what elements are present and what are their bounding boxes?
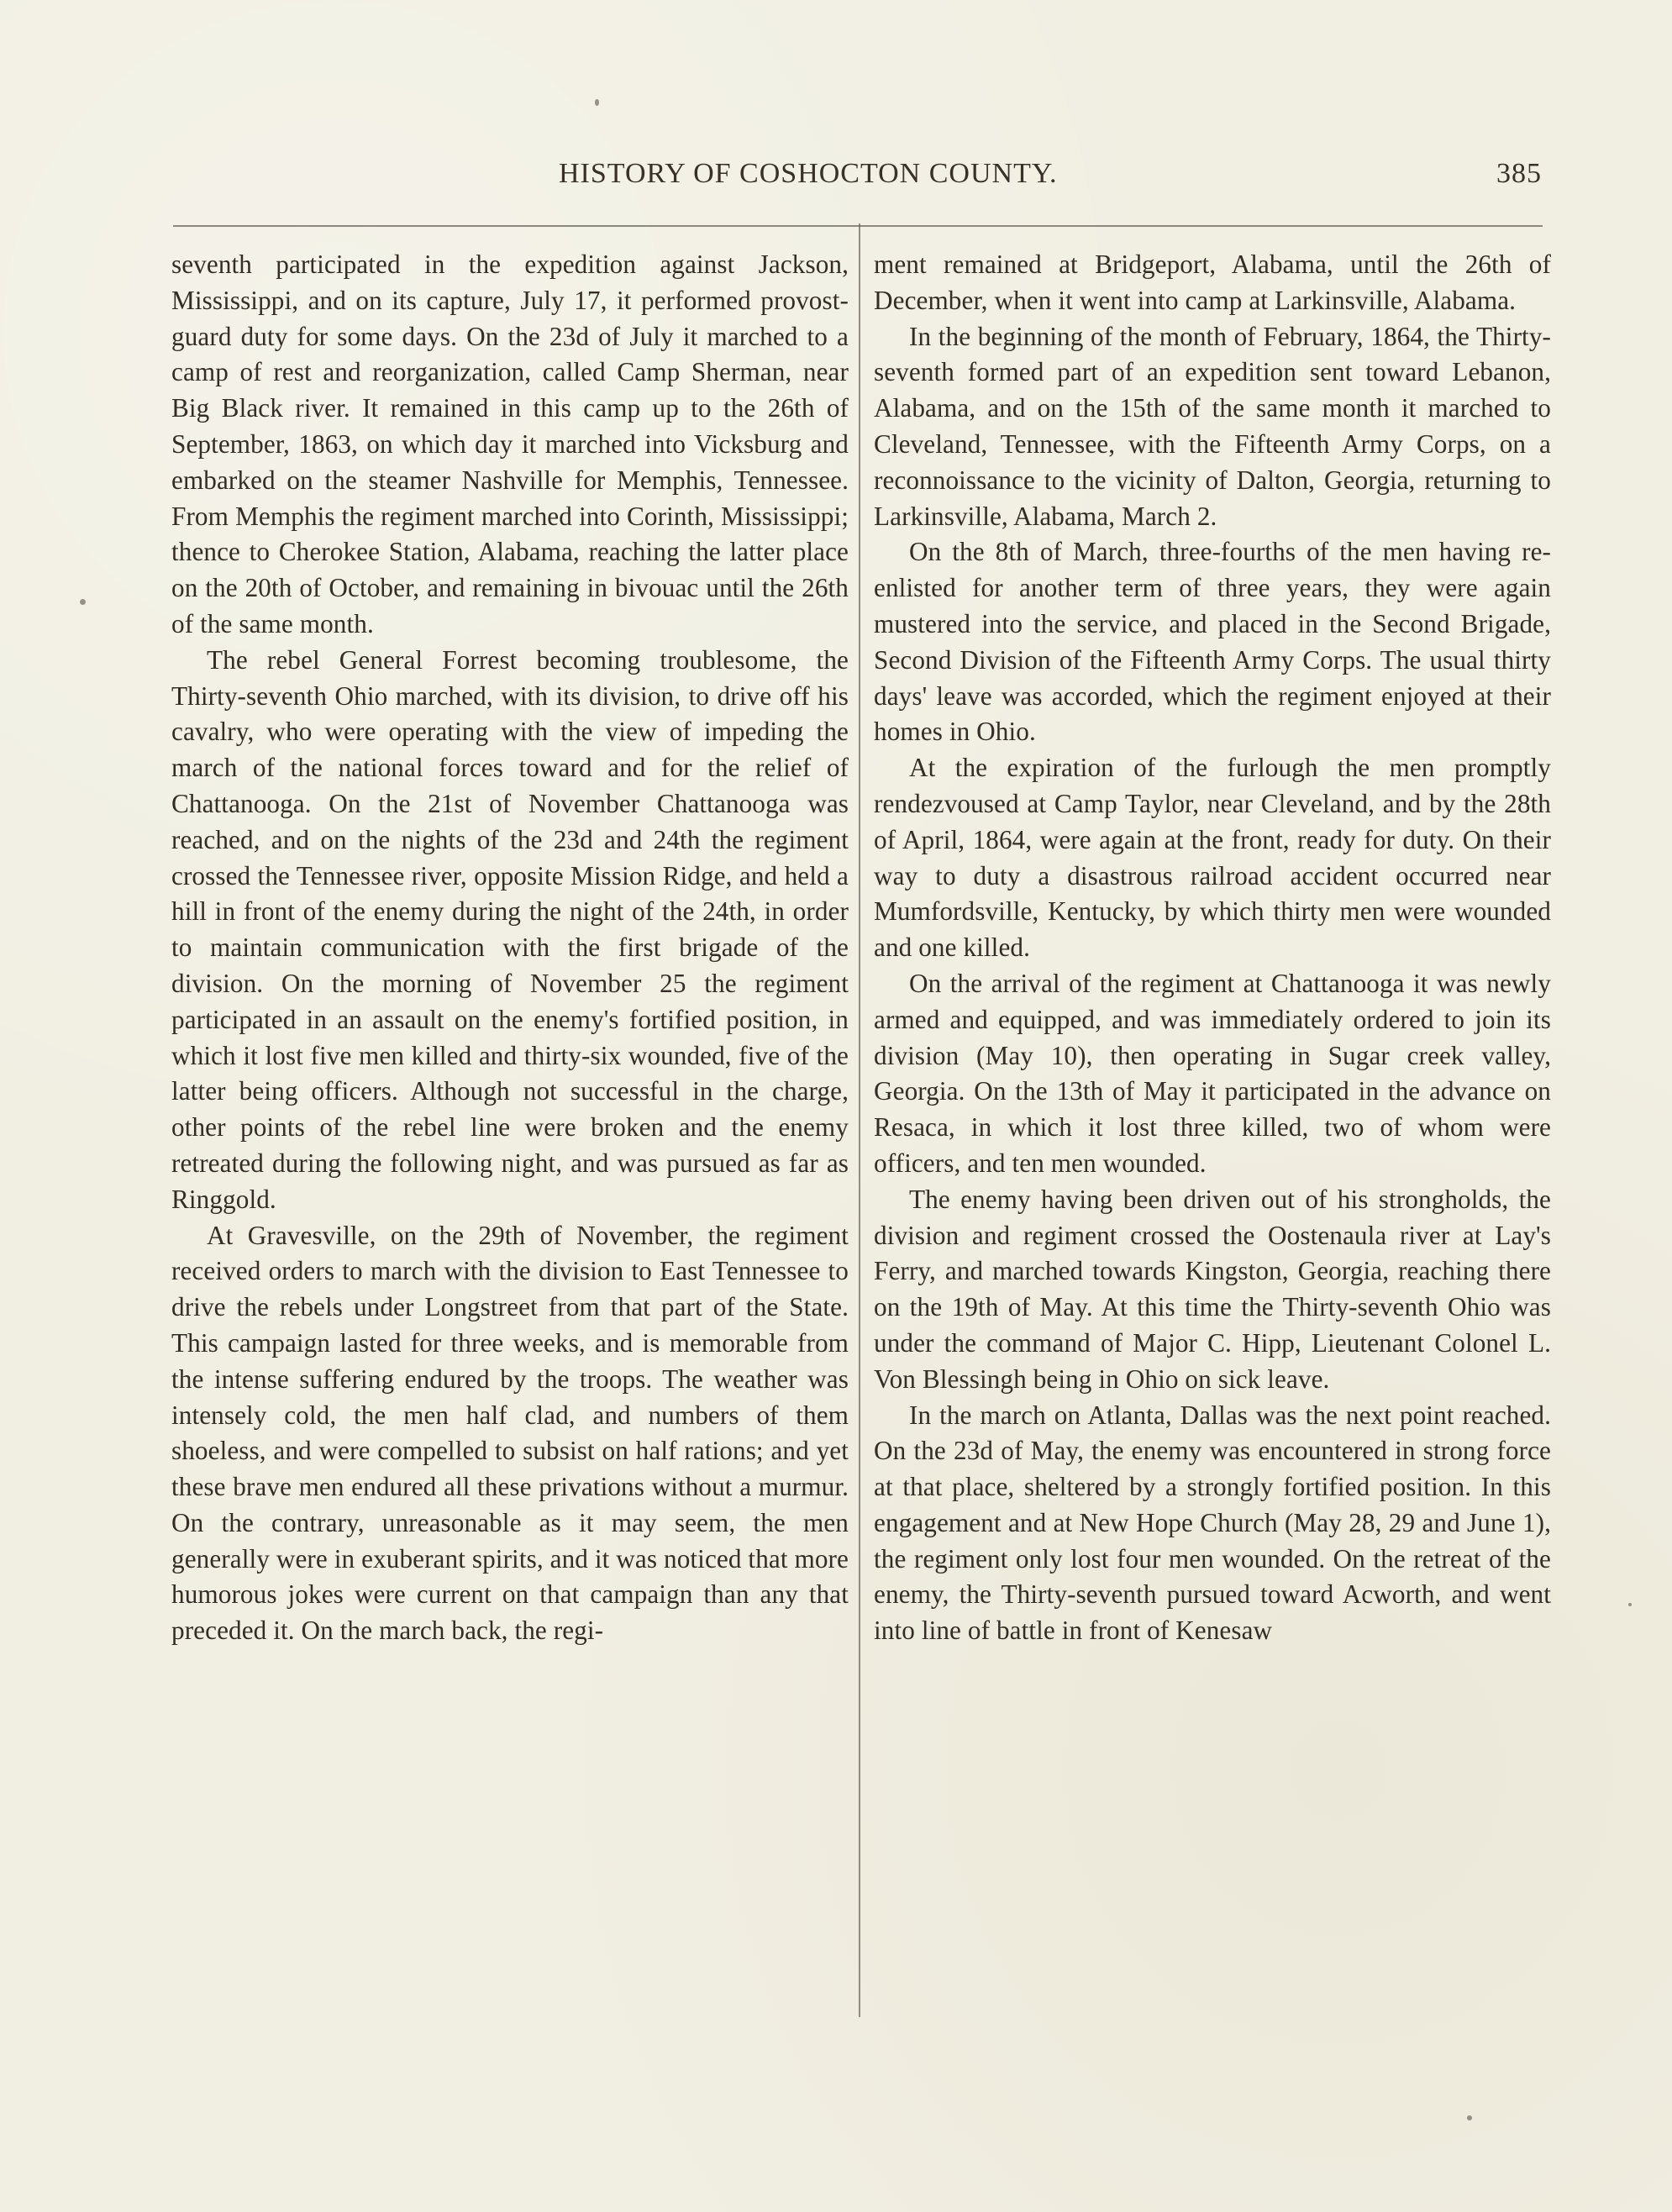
right-paragraph-3: On the 8th of March, three-fourths of the men having re-enlisted for another term of three years, they were again mustered into the service, and placed in the Second Brigade, Second Division of the Fifteenth Army Corps. The usual thirty days' leave was accorded, which the regiment enjoyed at their homes in Ohio. xyxy=(874,537,1551,747)
column-divider xyxy=(859,223,860,2017)
ink-speck-right xyxy=(1628,1603,1632,1606)
page-number: 385 xyxy=(1496,158,1542,189)
left-paragraph-3: At Gravesville, on the 29th of November, the regiment received orders to march with the division to East Tennessee to drive the rebels under Longstreet from that part of the State. This campaign lasted for three weeks, and is memorable from the intense suffering endured by the troops. The weather was intensely cold, the men half clad, and numbers of them shoeless, and were compelled to subsist on half rations; and yet these brave men endured all these privations without a murmur. On the contrary, unreasonable as it may seem, the men generally were in exuberant spirits, and it was noticed that more humorous jokes were current on that campaign than any that preceded it. On the march back, the regi- xyxy=(171,1220,849,1646)
right-paragraph-1: ment remained at Bridgeport, Alabama, until the 26th of December, when it went into camp at Larkinsville, Alabama. xyxy=(874,250,1551,315)
right-paragraph-4: At the expiration of the furlough the men promptly rendezvoused at Camp Taylor, near Cleveland, and by the 28th of April, 1864, were again at the front, ready for duty. On their way to duty a disastrous railroad accident occurred near Mumfordsville, Kentucky, by which thirty men were wounded and one killed. xyxy=(874,753,1551,963)
left-paragraph-2: The rebel General Forrest becoming troublesome, the Thirty-seventh Ohio marched, with its division, to drive off his cavalry, who were operating with the view of impeding the march of the national forces toward and for the relief of Chattanooga. On the 21st of November Chattanooga was reached, and on the nights of the 23d and 24th the regiment crossed the Tennessee river, opposite Mission Ridge, and held a hill in front of the enemy during the night of the 24th, in order to maintain communication with the first brigade of the division. On the morning of November 25 the regiment participated in an assault on the enemy's fortified position, in which it lost five men killed and thirty-six wounded, five of the latter being officers. Although not successful in the charge, other points of the rebel line were broken and the enemy retreated during the following night, and was pursued as far as Ringgold. xyxy=(171,644,849,1214)
right-paragraph-7: In the march on Atlanta, Dallas was the next point reached. On the 23d of May, the enemy was encountered in strong force at that place, sheltered by a strongly fortified position. In this engagement and at New Hope Church (May 28, 29 and June 1), the regiment only lost four men wounded. On the retreat of the enemy, the Thirty-seventh pursued toward Acworth, and went into line of battle in front of Kenesaw xyxy=(874,1400,1551,1646)
page-header xyxy=(559,158,1542,198)
right-paragraph-2: In the beginning of the month of February, 1864, the Thirty-seventh formed part of an expedition sent toward Lebanon, Alabama, and on the 15th of the same month it marched to Cleveland, Tennessee, with the Fifteenth Army Corps, on a reconnoissance to the vicinity of Dalton, Georgia, returning to Larkinsville, Alabama, March 2. xyxy=(874,321,1551,531)
header-rule xyxy=(173,225,1543,227)
right-text-column xyxy=(874,247,1551,1649)
ink-speck-left xyxy=(80,599,86,605)
left-paragraph-1: seventh participated in the expedition against Jackson, Mississippi, and on its capture, July 17, it performed provost-guard duty for some days. On the 23d of July it marched to a camp of rest and reorganization, called Camp Sherman, near Big Black river. It remained in this camp up to the 26th of September, 1863, on which day it marched into Vicksburg and embarked on the steamer Nashville for Memphis, Tennessee. From Memphis the regiment marched into Corinth, Mississippi; thence to Cherokee Station, Alabama, reaching the latter place on the 20th of October, and remaining in bivouac until the 26th of the same month. xyxy=(171,250,849,638)
ink-speck-top xyxy=(595,99,599,106)
ink-speck-bottom xyxy=(1467,2115,1472,2120)
right-paragraph-5: On the arrival of the regiment at Chattanooga it was newly armed and equipped, and was immediately ordered to join its division (May 10), then operating in Sugar creek valley, Georgia. On the 13th of May it participated in the advance on Resaca, in which it lost three killed, two of whom were officers, and ten men wounded. xyxy=(874,968,1551,1178)
right-paragraph-6: The enemy having been driven out of his strongholds, the division and regiment crossed the Oostenaula river at Lay's Ferry, and marched towards Kingston, Georgia, reaching there on the 19th of May. At this time the Thirty-seventh Ohio was under the command of Major C. Hipp, Lieutenant Colonel L. Von Blessingh being in Ohio on sick leave. xyxy=(874,1184,1551,1394)
running-title: HISTORY OF COSHOCTON COUNTY. xyxy=(559,158,1058,189)
left-text-column xyxy=(171,247,849,1649)
